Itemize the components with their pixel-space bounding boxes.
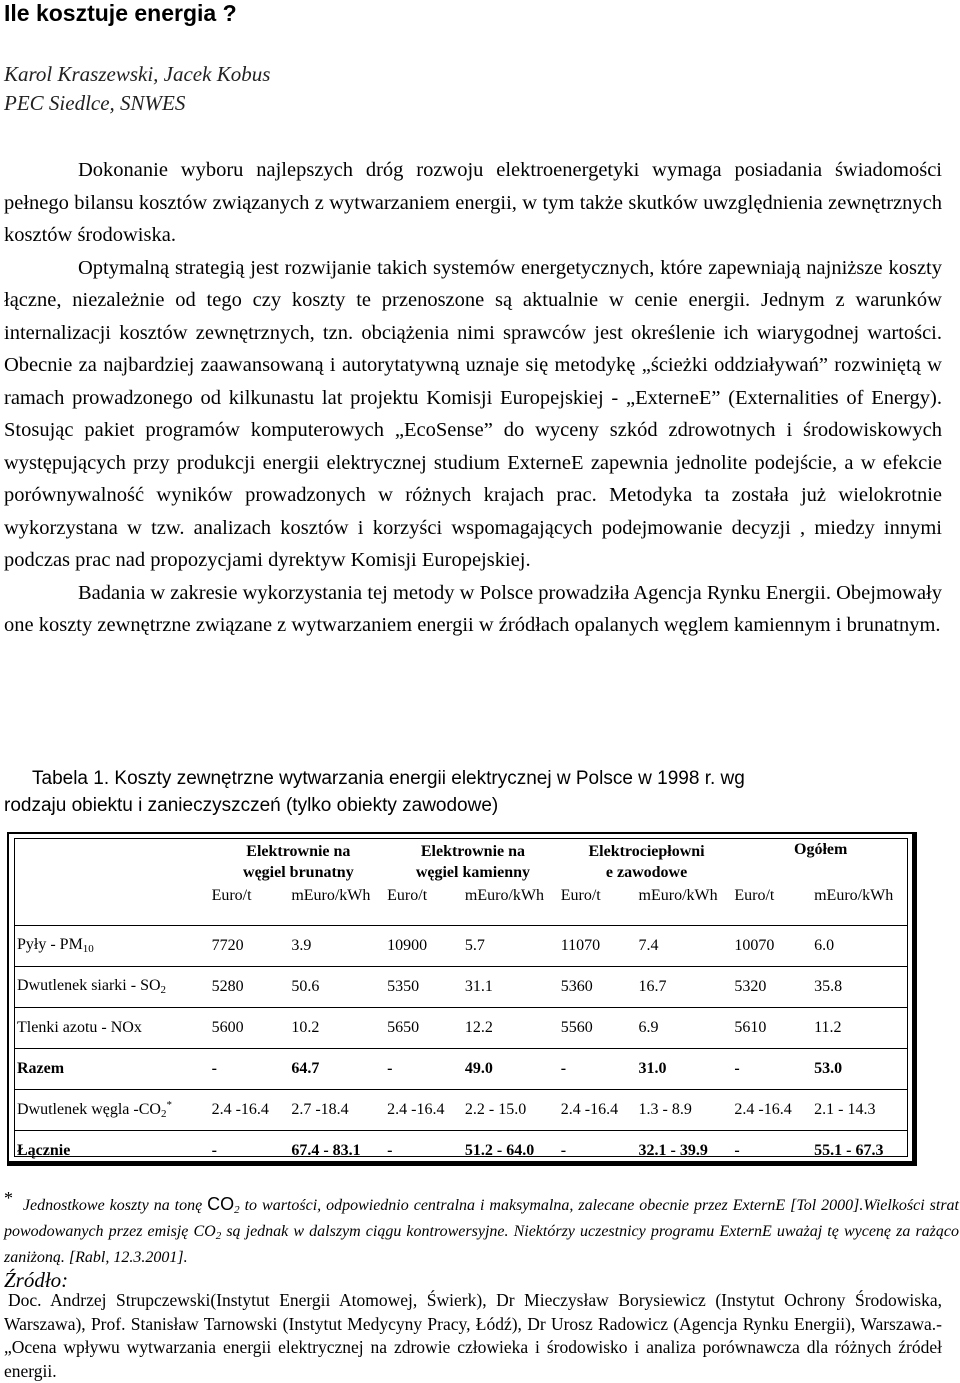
unit-header: Euro/t (560, 887, 601, 904)
row-label: Łącznie (15, 1130, 210, 1171)
table-cell: - (210, 1130, 290, 1171)
unit-header: mEuro/kWh (638, 887, 718, 904)
unit-header: mEuro/kWh (814, 887, 894, 904)
row-label: Razem (15, 1048, 210, 1089)
table-row (15, 1007, 907, 1048)
table-cell: 2.2 - 15.0 (463, 1089, 559, 1130)
table-cell: 53.0 (812, 1048, 907, 1089)
table-cell: 10900 (385, 925, 463, 966)
footnote-star: * (4, 1188, 13, 1208)
table-cell: 2.4 -16.4 (210, 1089, 290, 1130)
table-cell: - (385, 1048, 463, 1089)
table-cell: 5320 (732, 966, 812, 1007)
table-cell: 11.2 (812, 1007, 907, 1048)
table-cell: 31.0 (637, 1048, 733, 1089)
table-cell: 2.4 -16.4 (385, 1089, 463, 1130)
source-label: Źródło: (4, 1268, 69, 1292)
table-cell: 5600 (210, 1007, 290, 1048)
table-cell: 12.2 (463, 1007, 559, 1048)
table-cell: 5650 (385, 1007, 463, 1048)
row-label: Pyły - $PM_{10}$ (15, 925, 210, 966)
table-cell: 64.7 (289, 1048, 385, 1089)
table-cell: 3.9 (289, 925, 385, 966)
unit-header: mEuro/kWh (291, 887, 371, 904)
table-cell: 5360 (559, 966, 637, 1007)
table-cell: 7.4 (637, 925, 733, 966)
group-header: Elektrociepłowni e zawodowe (588, 843, 705, 881)
table-cell: 10.2 (289, 1007, 385, 1048)
authors-line: Karol Kraszewski, Jacek Kobus (4, 62, 271, 86)
body-text (4, 154, 942, 642)
table-cell: 6.9 (637, 1007, 733, 1048)
table-cell: 2.4 -16.4 (559, 1089, 637, 1130)
paragraph-1: Dokonanie wyboru najlepszych dróg rozwoju elektroenergetyki wymaga posiadania świadomości pełnego bilansu kosztów związanych z wytwarzaniem energii, w tym także skutków uwzględnienia zewnętrznych kosztów środowiska. (4, 159, 942, 246)
row-label: Dwutlenek siarki - $SO_2$ (15, 966, 210, 1007)
group-header: Elektrownie na węgiel kamienny (415, 843, 531, 881)
table-cell: 31.1 (463, 966, 559, 1007)
table-cell: 32.1 - 39.9 (637, 1130, 733, 1171)
table-cell: 7720 (210, 925, 290, 966)
table-cell: 49.0 (463, 1048, 559, 1089)
paragraph-2: Optymalną strategią jest rozwijanie takich systemów energetycznych, które zapewniają najniższe koszty łączne, niezależnie od tego czy koszty te przenoszone są aktualnie w cenie energii. Jednym z warunków internalizacji kosztów zewnętrznych, tzn. obciążenia nimi sprawców jest określenie ich wiarygodnej wartości. Obecnie za najbardziej zaawansowaną i autorytatywną uznaje się metodykę „ścieżki oddziaływań” rozwiniętą w ramach prowadzonego od kilkunastu lat projektu Komisji Europejskiej - „ExterneE” (Externalities of Energy). Stosując pakiet programów komputerowych „EcoSense” do wyceny szkód zdrowotnych i środowiskowych występujących przy produkcji energii elektrycznej studium ExterneE zapewnia jednolite podejście, a w efekcie porównywalność wyników prowadzonych w różnych krajach prac. Metodyka ta została już wielokrotnie wykorzystana w tzw. analizach kosztów i korzyści wspomagających podejmowanie decyzji , miedzy innymi podczas prac nad propozycjami dyrektyw Komisji Europejskiej. (4, 256, 942, 571)
table-cell: 55.1 - 67.3 (812, 1130, 907, 1171)
unit-header: Euro/t (734, 887, 775, 904)
table-cell: 51.2 - 64.0 (463, 1130, 559, 1171)
cost-table-frame (7, 832, 917, 1166)
group-header: Elektrownie na węgiel brunatny (243, 843, 354, 881)
table-cell: 5.7 (463, 925, 559, 966)
affiliation-line: PEC Siedlce, SNWES (4, 91, 186, 115)
cost-table (15, 839, 907, 1171)
source-text: Doc. Andrzej Strupczewski(Instytut Energii Atomowej, Świerk), Dr Mieczysław Borysiewicz (Instytut Ochrony Środowiska, Warszawa), Prof. Stanisław Tarnowski (Instytut Medycyny Pracy, Łódź), Dr Urosz Radowicz (Agencja Rynku Energii), Warszawa.-„Ocena wpływu wytwarzania energii elektrycznej na zdrowie człowieka i środowisko i analiza porównawcza dla różnych źródeł energii. (4, 1290, 942, 1381)
table-cell: 5610 (732, 1007, 812, 1048)
table-cell: 67.4 - 83.1 (289, 1130, 385, 1171)
table-cell: - (559, 1130, 637, 1171)
table-row (15, 1130, 907, 1171)
table-cell: 5560 (559, 1007, 637, 1048)
footnote-co2: CO (207, 1194, 235, 1214)
table-cell: 2.4 -16.4 (732, 1089, 812, 1130)
table-cell: 11070 (559, 925, 637, 966)
table-cell: 16.7 (637, 966, 733, 1007)
footnote-co2-sub-b: 2 (215, 1230, 222, 1242)
table-row (15, 1048, 907, 1089)
table-cell: - (559, 1048, 637, 1089)
table-cell: 5280 (210, 966, 290, 1007)
table-row (15, 1089, 907, 1130)
unit-header: Euro/t (211, 887, 252, 904)
table-cell: 35.8 (812, 966, 907, 1007)
table-cell: - (385, 1130, 463, 1171)
row-label: Tlenki azotu - NOx (15, 1007, 210, 1048)
footnote-co2-sub: 2 (234, 1204, 240, 1216)
units-row (15, 885, 907, 907)
unit-header: Euro/t (387, 887, 428, 904)
table-cell: 1.3 - 8.9 (637, 1089, 733, 1130)
row-label: Dwutlenek węgla $-CO_2^*$ (15, 1089, 210, 1130)
caption-line-2: rodzaju obiektu i zanieczyszczeń (tylko obiekty zawodowe) (4, 795, 499, 816)
table-cell: 2.1 - 14.3 (812, 1089, 907, 1130)
footnote-text-1: Jednostkowe koszty na tonę (22, 1197, 208, 1214)
footnote-text-3: są jednak w dalszym ciągu kontrowersyjne. Niektórzy uczestnicy programu ExternE uważaj tę wycenę za rażąco zaniżoną. [Rabl, 12.3.2001]. (4, 1223, 959, 1266)
table-cell: 50.6 (289, 966, 385, 1007)
paragraph-3: Badania w zakresie wykorzystania tej metody w Polsce prowadziła Agencja Rynku Energii. Obejmowały one koszty zewnętrzne związane z wytwarzaniem energii w źródłach opalanych węglem kamiennym i brunatnym. (4, 581, 942, 636)
table-cell: - (732, 1130, 812, 1171)
cost-table-border (14, 838, 908, 1157)
table-cell: - (210, 1048, 290, 1089)
table-row (15, 925, 907, 966)
table-cell: 2.7 -18.4 (289, 1089, 385, 1130)
unit-header: mEuro/kWh (464, 887, 545, 904)
group-header: Ogółem (794, 841, 848, 858)
table-cell: 5350 (385, 966, 463, 1007)
footnote (4, 1188, 960, 1269)
footnote-text-2: to wartości, odpowiednio centralna i maksymalna, zalecane obecnie przez ExternE [Tol 2000].Wielkości strat powodowanych przez emisję CO (4, 1197, 960, 1240)
page-title: Ile kosztuje energia ? (4, 0, 237, 26)
table-cell: 6.0 (812, 925, 907, 966)
table-caption (4, 765, 944, 819)
table-row (15, 966, 907, 1007)
caption-line-1: Tabela 1. Koszty zewnętrzne wytwarzania energii elektrycznej w Polsce w 1998 r. wg (32, 768, 745, 789)
table-cell: - (732, 1048, 812, 1089)
table-cell: 10070 (732, 925, 812, 966)
